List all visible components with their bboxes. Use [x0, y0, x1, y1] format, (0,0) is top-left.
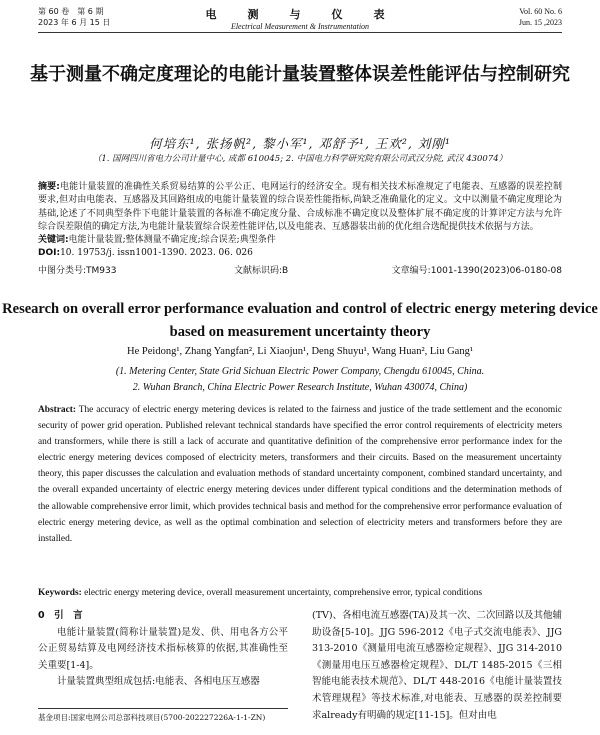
affiliation-en-line-2: 2. Wuhan Branch, China Electric Power Research Institute, Wuhan 430074, China)	[132, 382, 468, 393]
issue-date-en: Jun. 15 ,2023	[518, 18, 562, 27]
funding-footnote: 基金项目:国家电网公司总部科技项目(5700-202227226A-1-1-ZN)	[38, 713, 266, 722]
abstract-en	[38, 402, 562, 547]
abstract-cn-block	[38, 181, 562, 261]
journal-name-cn: 电 测 与 仪 表	[205, 8, 395, 21]
abstract-cn-text: 电能计量装置的准确性关系贸易结算的公平公正、电网运行的经济安全。现有相关技术标准规定了电能表、互感器的误差控制要求,但对由电能表、互感器及其回路组成的电能计量装置的综合误差性能指标,尚缺乏准确量化的定义。文中以测量不确定度理论为基础,论述了不同典型条件下电能计量装置的各标准不确定度分量、合成标准不确定度以及整体扩展不确定度的计算评定方法与允许综合误差限值的确定方法,为电能计量装置综合误差性能评估,以及电能表、互感器装出前的优化组合选配提供技术依据与方法。	[38, 182, 562, 232]
abstract-cn-label: 摘要:	[38, 182, 60, 192]
keywords-cn	[38, 234, 562, 247]
body-right-column: (TV)、各相电流互感器(TA)及其一次、二次回路以及其他辅助设备[5-10]。JJG 596-2012《电子式交流电能表》、JJG 313-2010《测量用电流互感器检定规程》、JJG 314-2010《测量用电压互感器检定规程》、DL/T 1485-2015《三相智能电能表技术规范》、DL/T 448-2016《电能计量装置技术管理规程》等技术标准,对电能表、互感器的误差控制要求already有明确的规定[11-15]。但对由电	[312, 610, 562, 721]
header-rule	[38, 32, 562, 33]
article-number: 文章编号:1001-1390(2023)06-0180-08	[391, 266, 562, 276]
clc-number: 中图分类号:TM933	[38, 266, 117, 276]
header-volume-info-en	[519, 6, 562, 28]
paper-title-cn: 基于测量不确定度理论的电能计量装置整体误差性能评估与控制研究	[30, 64, 570, 85]
doi	[38, 247, 562, 260]
keywords-cn-label: 关键词:	[38, 235, 69, 246]
doi-label: DOI:	[38, 248, 61, 259]
doi-text: 10. 19753/j. issn1001-1390. 2023. 06. 026	[60, 248, 253, 259]
authors-en: He Peidong¹, Zhang Yangfan², Li Xiaojun¹, Deng Shuyu¹, Wang Huan², Liu Gang¹	[127, 346, 473, 357]
keywords-en	[38, 588, 562, 598]
intro-paragraph-1: 电能计量装置(简称计量装置)是发、供、用电各方公平公正贸易结算及电网经济技术指标核算的依据,其准确性至关重要[1-4]。	[38, 626, 288, 671]
abstract-cn	[38, 181, 562, 234]
journal-name-en: Electrical Measurement & Instrumentation	[230, 22, 370, 31]
affiliation-en-line-1: (1. Metering Center, State Grid Sichuan Electric Power Company, Chengdu 610045, China.	[115, 366, 485, 377]
paper-title-en: Research on overall error performance evaluation and control of electric energy metering device based on measurement uncertainty theory	[2, 301, 598, 340]
keywords-en-text: electric energy metering device, overall measurement uncertainty, comprehensive error, typical conditions	[84, 588, 482, 598]
affiliation-en	[0, 364, 600, 396]
section-heading-introduction: 0 引 言	[38, 610, 83, 621]
keywords-cn-text: 电能计量装置;整体测量不确定度;综合误差;典型条件	[68, 235, 276, 246]
document-code: 文献标识码:B	[234, 266, 289, 276]
header-journal	[0, 6, 600, 31]
affiliation-cn: （1. 国网四川省电力公司计量中心, 成都 610045; 2. 中国电力科学研究院有限公司武汉分院, 武汉 430074）	[92, 154, 508, 164]
body-left-column	[38, 608, 288, 691]
keywords-en-label: Keywords:	[38, 588, 82, 598]
intro-paragraph-2: 计量装置典型组成包括:电能表、各相电压互感器	[57, 676, 260, 687]
abstract-en-label: Abstract:	[38, 405, 77, 415]
volume-issue-cn: 第 60 卷 第 6 期	[38, 7, 104, 16]
abstract-en-text: The accuracy of electric energy metering devices is related to the fairness and justice of the trade settlement and the economic security of power grid operation. Published relevant technical standards have specified the error control requirements of electricity meters and transformers, while there is still a lack of accurate and quantitative definition of the comprehensive error performance index for the electric energy metering devices composed of electricity meters, transformers and their circuits. Based on the measurement uncertainty theory, this paper discusses the calculation and evaluation methods of standard uncertainty component, combined standard uncertainty, and the overall expanded uncertainty of electric energy metering devices under different typical conditions and the determination methods of the allowable comprehensive error limit, which provides technical basis and method for the comprehensive error performance evaluation of electric energy metering device, as well as the optimal combination and selection of electricity meters and transformers before they are installed.	[38, 405, 562, 544]
authors-cn: 何培东¹, 张扬帆², 黎小军¹, 邓舒予¹, 王欢², 刘刚¹	[149, 136, 451, 151]
footnote-rule	[38, 708, 288, 709]
volume-issue-en: Vol. 60 No. 6	[519, 7, 562, 16]
issue-date-cn: 2023 年 6 月 15 日	[38, 18, 111, 27]
